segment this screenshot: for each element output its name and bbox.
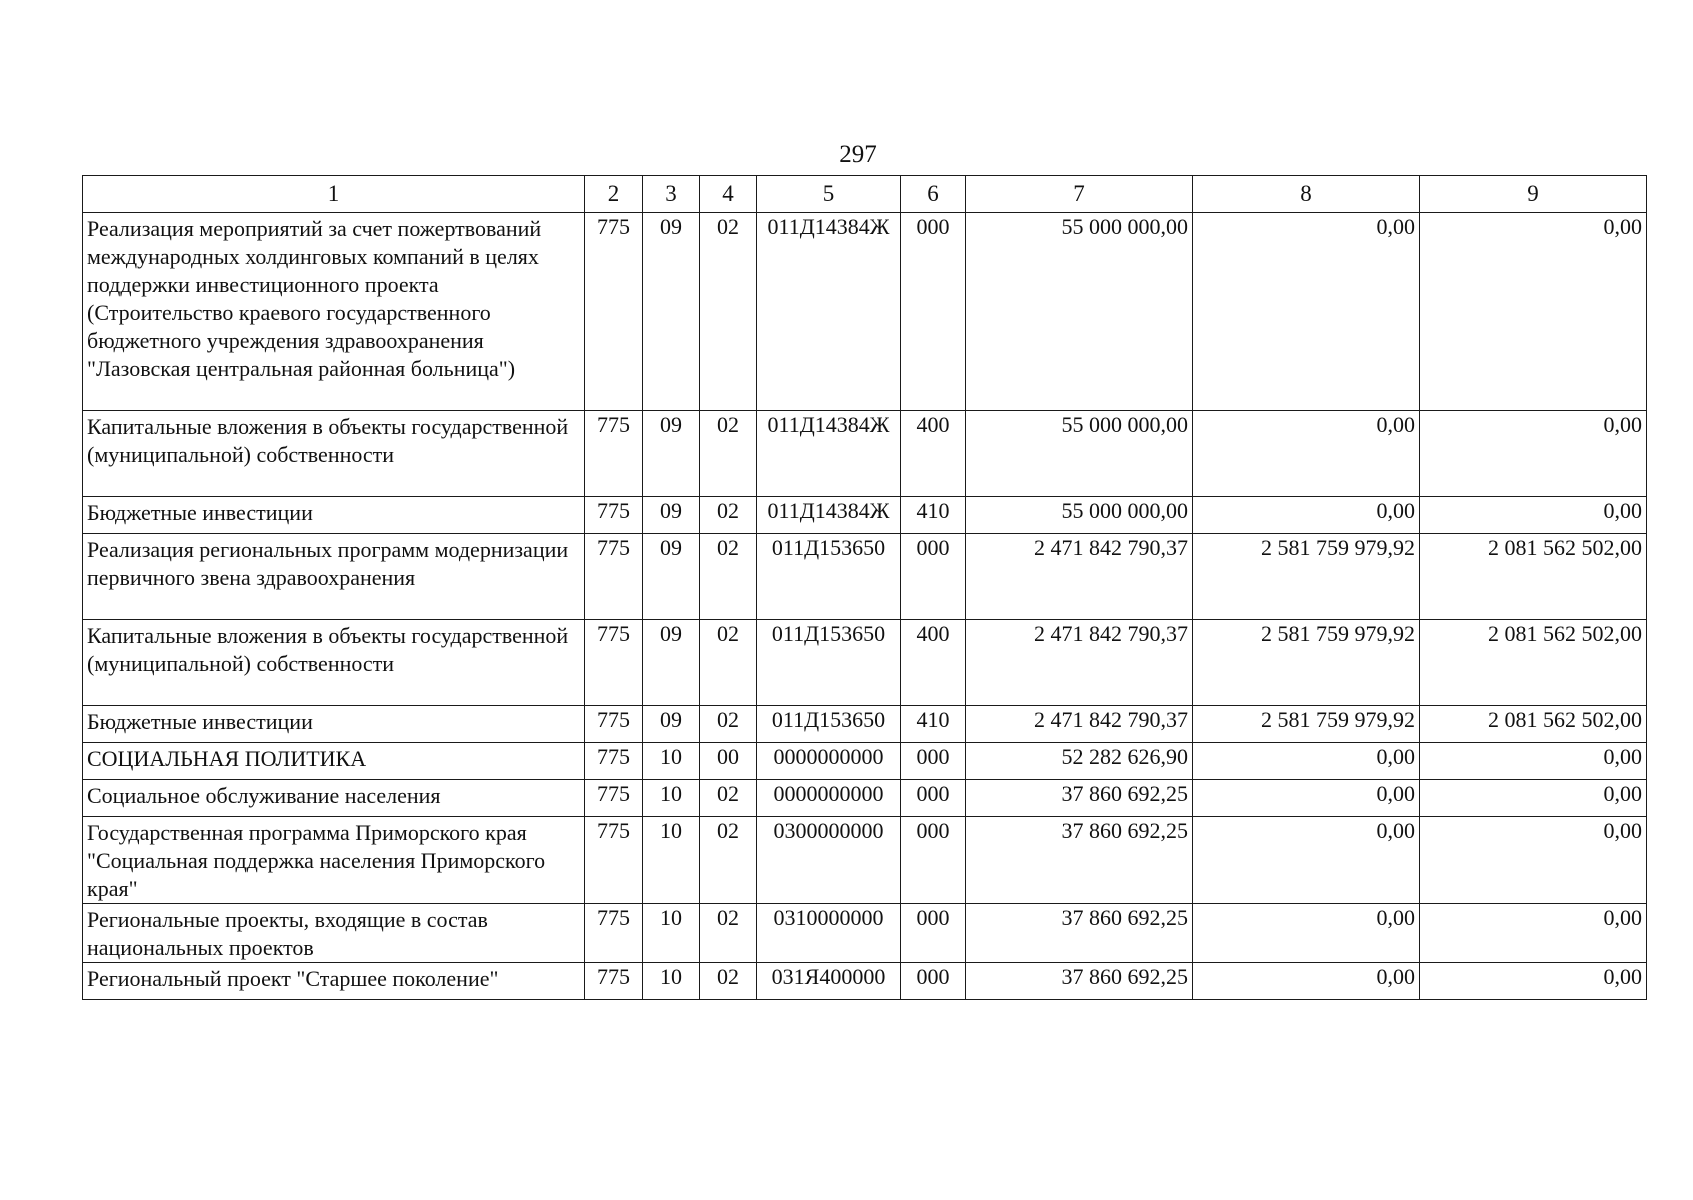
row-amount-col7: 55 000 000,00	[966, 411, 1193, 497]
row-code-col6: 000	[901, 213, 966, 411]
row-code-col3: 09	[643, 411, 700, 497]
row-amount-col9: 2 081 562 502,00	[1420, 620, 1647, 706]
table-row	[83, 534, 1647, 620]
row-code-col6: 000	[901, 780, 966, 817]
row-code-col3: 10	[643, 904, 700, 963]
header-cell: 6	[901, 176, 966, 213]
table-row	[83, 743, 1647, 780]
row-amount-col9: 0,00	[1420, 780, 1647, 817]
row-amount-col7: 37 860 692,25	[966, 780, 1193, 817]
header-cell: 1	[83, 176, 585, 213]
row-name-text: Капитальные вложения в объекты государственной (муниципальной) собственности	[87, 414, 569, 467]
table-row	[83, 213, 1647, 411]
row-name-text: Региональные проекты, входящие в состав национальных проектов	[87, 907, 488, 960]
row-amount-col9: 2 081 562 502,00	[1420, 534, 1647, 620]
row-code-col5: 031Я400000	[757, 963, 901, 1000]
row-amount-col7: 55 000 000,00	[966, 213, 1193, 411]
row-name	[83, 534, 585, 620]
row-name	[83, 743, 585, 780]
row-name	[83, 620, 585, 706]
row-name-text: СОЦИАЛЬНАЯ ПОЛИТИКА	[87, 746, 367, 771]
row-code-col4: 00	[700, 743, 757, 780]
row-code-col2: 775	[585, 904, 643, 963]
row-amount-col9: 0,00	[1420, 743, 1647, 780]
row-name	[83, 904, 585, 963]
row-amount-col8: 0,00	[1193, 963, 1420, 1000]
header-cell: 9	[1420, 176, 1647, 213]
row-code-col5: 011Д153650	[757, 534, 901, 620]
row-name-text: Государственная программа Приморского края "Социальная поддержка населения Приморского края"	[87, 820, 546, 901]
row-name	[83, 706, 585, 743]
row-amount-col7: 37 860 692,25	[966, 963, 1193, 1000]
row-code-col2: 775	[585, 706, 643, 743]
table-row	[83, 904, 1647, 963]
row-amount-col9: 0,00	[1420, 904, 1647, 963]
header-cell: 3	[643, 176, 700, 213]
row-code-col4: 02	[700, 213, 757, 411]
row-code-col3: 09	[643, 620, 700, 706]
row-code-col2: 775	[585, 817, 643, 904]
row-code-col6: 410	[901, 706, 966, 743]
row-code-col3: 09	[643, 497, 700, 534]
row-amount-col7: 37 860 692,25	[966, 817, 1193, 904]
row-code-col5: 011Д14384Ж	[757, 411, 901, 497]
row-name	[83, 780, 585, 817]
row-code-col4: 02	[700, 534, 757, 620]
row-amount-col7: 2 471 842 790,37	[966, 534, 1193, 620]
row-name	[83, 963, 585, 1000]
row-code-col3: 10	[643, 780, 700, 817]
row-code-col4: 02	[700, 497, 757, 534]
row-code-col4: 02	[700, 706, 757, 743]
row-code-col6: 000	[901, 904, 966, 963]
row-name-text: Реализация мероприятий за счет пожертвований международных холдинговых компаний в целях поддержки инвестиционного проекта (Строительство краевого государственного бюджетного учреждения здравоохранения "Лазовская центральная районная больница")	[87, 216, 542, 381]
row-code-col2: 775	[585, 620, 643, 706]
header-cell: 5	[757, 176, 901, 213]
row-code-col2: 775	[585, 963, 643, 1000]
header-cell: 7	[966, 176, 1193, 213]
row-amount-col8: 0,00	[1193, 780, 1420, 817]
row-code-col3: 09	[643, 706, 700, 743]
row-code-col2: 775	[585, 497, 643, 534]
row-name	[83, 213, 585, 411]
row-code-col3: 10	[643, 743, 700, 780]
row-name-text: Реализация региональных программ модернизации первичного звена здравоохранения	[87, 537, 569, 590]
row-code-col6: 400	[901, 620, 966, 706]
row-amount-col9: 2 081 562 502,00	[1420, 706, 1647, 743]
table-row	[83, 620, 1647, 706]
row-code-col6: 000	[901, 743, 966, 780]
row-code-col5: 011Д14384Ж	[757, 213, 901, 411]
row-name-text: Бюджетные инвестиции	[87, 709, 313, 734]
row-code-col5: 011Д14384Ж	[757, 497, 901, 534]
table-row	[83, 817, 1647, 904]
row-name	[83, 817, 585, 904]
row-code-col5: 0000000000	[757, 743, 901, 780]
row-code-col2: 775	[585, 213, 643, 411]
row-amount-col8: 0,00	[1193, 743, 1420, 780]
header-cell: 4	[700, 176, 757, 213]
row-code-col3: 09	[643, 213, 700, 411]
row-code-col4: 02	[700, 411, 757, 497]
budget-table	[82, 175, 1647, 1000]
row-amount-col7: 2 471 842 790,37	[966, 706, 1193, 743]
row-code-col6: 000	[901, 817, 966, 904]
row-code-col4: 02	[700, 817, 757, 904]
row-code-col5: 011Д153650	[757, 620, 901, 706]
row-amount-col8: 0,00	[1193, 411, 1420, 497]
row-code-col6: 000	[901, 963, 966, 1000]
row-amount-col8: 2 581 759 979,92	[1193, 620, 1420, 706]
row-amount-col9: 0,00	[1420, 497, 1647, 534]
row-amount-col8: 2 581 759 979,92	[1193, 706, 1420, 743]
row-amount-col7: 2 471 842 790,37	[966, 620, 1193, 706]
row-amount-col9: 0,00	[1420, 817, 1647, 904]
row-code-col2: 775	[585, 780, 643, 817]
row-code-col5: 0310000000	[757, 904, 901, 963]
row-code-col6: 400	[901, 411, 966, 497]
row-code-col4: 02	[700, 620, 757, 706]
row-code-col5: 0000000000	[757, 780, 901, 817]
row-name	[83, 411, 585, 497]
row-amount-col8: 0,00	[1193, 817, 1420, 904]
row-code-col2: 775	[585, 743, 643, 780]
row-code-col2: 775	[585, 411, 643, 497]
table-row	[83, 780, 1647, 817]
row-amount-col9: 0,00	[1420, 963, 1647, 1000]
row-code-col3: 09	[643, 534, 700, 620]
row-code-col6: 000	[901, 534, 966, 620]
row-amount-col7: 52 282 626,90	[966, 743, 1193, 780]
row-code-col4: 02	[700, 963, 757, 1000]
row-amount-col8: 0,00	[1193, 213, 1420, 411]
row-code-col2: 775	[585, 534, 643, 620]
row-code-col4: 02	[700, 780, 757, 817]
row-code-col5: 011Д153650	[757, 706, 901, 743]
row-name-text: Бюджетные инвестиции	[87, 500, 313, 525]
row-amount-col8: 0,00	[1193, 497, 1420, 534]
row-amount-col7: 37 860 692,25	[966, 904, 1193, 963]
row-name-text: Социальное обслуживание населения	[87, 783, 441, 808]
row-amount-col9: 0,00	[1420, 411, 1647, 497]
row-name-text: Региональный проект "Старшее поколение"	[87, 966, 499, 991]
table-row	[83, 963, 1647, 1000]
row-code-col3: 10	[643, 817, 700, 904]
header-cell: 2	[585, 176, 643, 213]
row-name	[83, 497, 585, 534]
row-code-col5: 0300000000	[757, 817, 901, 904]
row-code-col6: 410	[901, 497, 966, 534]
row-code-col4: 02	[700, 904, 757, 963]
table-row	[83, 706, 1647, 743]
header-cell: 8	[1193, 176, 1420, 213]
row-amount-col9: 0,00	[1420, 213, 1647, 411]
row-amount-col8: 0,00	[1193, 904, 1420, 963]
page-number: 297	[839, 141, 877, 168]
table-row	[83, 411, 1647, 497]
header-row	[83, 176, 1647, 213]
row-code-col3: 10	[643, 963, 700, 1000]
row-name-text: Капитальные вложения в объекты государственной (муниципальной) собственности	[87, 623, 569, 676]
row-amount-col7: 55 000 000,00	[966, 497, 1193, 534]
row-amount-col8: 2 581 759 979,92	[1193, 534, 1420, 620]
table-row	[83, 497, 1647, 534]
